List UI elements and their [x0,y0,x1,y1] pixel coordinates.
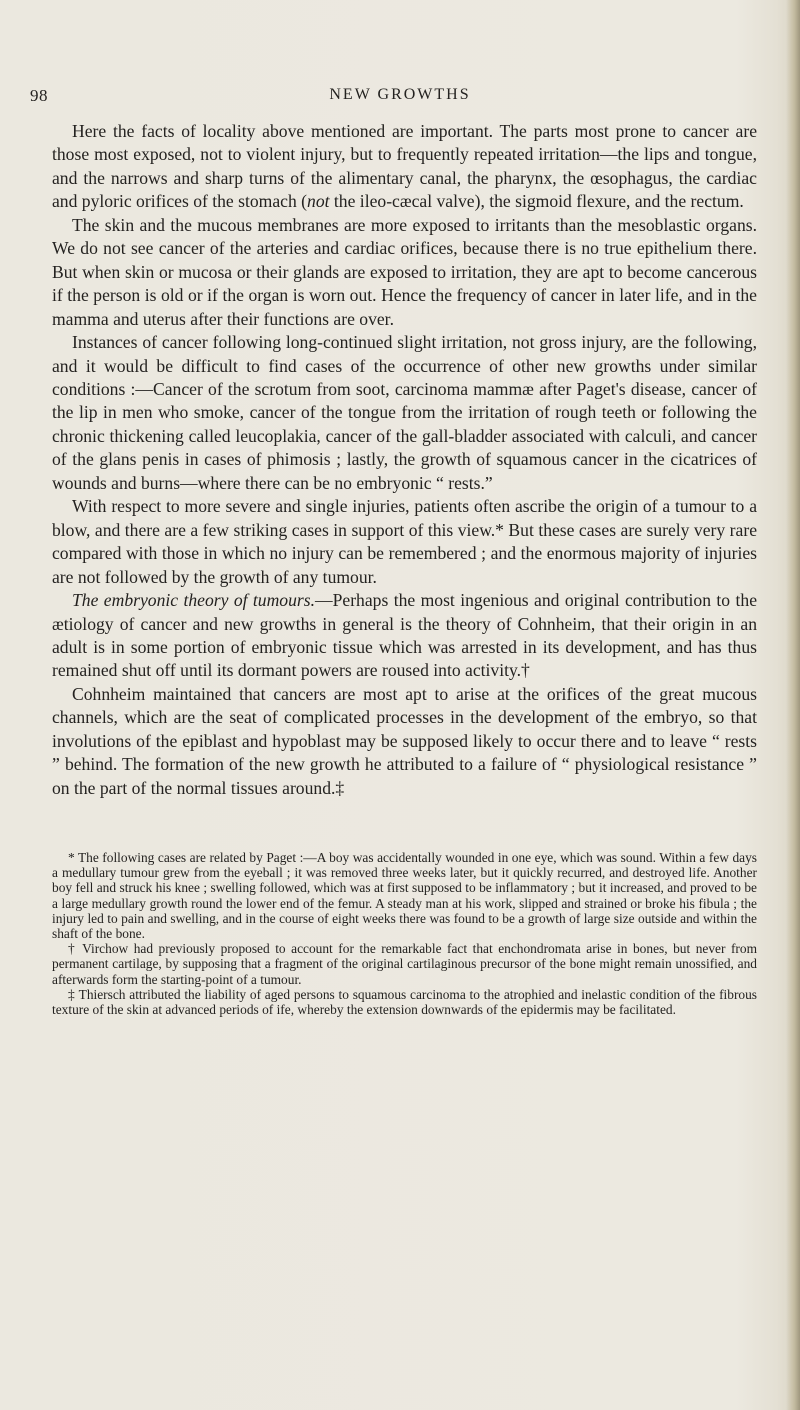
main-text [52,120,757,800]
paragraph-locality [52,120,757,214]
footnote-thiersch: ‡ Thiersch attributed the liability of aged persons to squamous carcinoma to the atrophied and inelastic condition of the fibrous texture of the skin at advanced periods of ife, whereby the extension downwards of the epidermis may be facilitated. [52,986,757,1018]
footnotes [52,850,757,1017]
footnote-paget-cases: * The following cases are related by Paget :—A boy was accidentally wounded in one eye, which was sound. Within a few days a medullary tumour grew from the eyeball ; it was removed three weeks later, but it quickly recurred, and destroyed life. Another boy fell and struck his knee ; swelling followed, which was at first supposed to be inflammatory ; but it increased, and proved to be a large medullary growth round the lower end of the femur. A steady man at his work, slipped and strained or broke his fibula ; the injury led to pain and swelling, and in the course of eight weeks there was found to be a growth of large size outside and within the shaft of the bone. [52,850,757,942]
page-edge-shadow [786,0,800,1410]
paragraph-cohnheim: Cohnheim maintained that cancers are most apt to arise at the orifices of the great mucous channels, which are the seat of complicated processes in the development of the embryo, so that involutions of the epiblast and hypoblast may be supposed likely to occur there and to leave “ rests ” behind. The formation of the new growth he attributed to a failure of “ physiological resistance ” on the part of the normal tissues around.‡ [52,683,757,798]
page-number: 98 [30,86,48,105]
section-heading-embryonic-theory: The embryonic theory of tumours. [72,590,315,611]
running-title: NEW GROWTHS [329,86,471,103]
paragraph-locality-text: Here the facts of locality above mentioned are important. The parts most prone to cancer are those most exposed, not to violent injury, but to frequently repeated irritation—the lips and tongue, and the narrows and sharp turns of the alimentary canal, the pharynx, the œsophagus, the cardiac and pyloric orifices of the stomach ( [52,121,757,212]
paragraph-embryonic-theory-text: —Perhaps the most ingenious and original contribution to the ætiology of cancer and new growths in general is the theory of Cohnheim, that their origin in an adult is in some portion of embryonic tissue which was arrested in its development, and has thus remained shut off until its dormant powers are roused into activity.† [52,590,757,681]
paragraph-skin-mucous: The skin and the mucous membranes are more exposed to irritants than the mesoblastic organs. We do not see cancer of the arteries and cardiac orifices, because there is no true epithelium there. But when skin or mucosa or their glands are exposed to irritation, they are apt to become cancerous if the person is old or if the organ is worn out. Hence the frequency of cancer in later life, and in the mamma and uterus after their functions are over. [52,214,757,329]
emphasis-not: not [307,191,330,212]
paragraph-irritation-instances: Instances of cancer following long-continued slight irritation, not gross injury, are the following, and it would be difficult to find cases of the occurrence of other new growths under similar conditions :—Cancer of the scrotum from soot, carcinoma mammæ after Paget's disease, cancer of the lip in men who smoke, cancer of the tongue from the irritation of rough teeth or following the chronic thickening called leucoplakia, cancer of the gall-bladder associated with calculi, and cancer of the glans penis in cases of phimosis ; lastly, the growth of squamous cancer in the cicatrices of wounds and burns—where there can be no embryonic “ rests.” [52,332,757,493]
footnote-virchow: † Virchow had previously proposed to account for the remarkable fact that enchondromata arise in bones, but never from permanent cartilage, by supposing that a fragment of the original cartilaginous precursor of the bone might remain unossified, and afterwards form the starting-point of a tumour. [52,941,757,987]
paragraph-injuries: With respect to more severe and single injuries, patients often ascribe the origin of a tumour to a blow, and there are a few striking cases in support of this view.* But these cases are surely very rare compared with those in which no injury can be remembered ; and the enormous majority of injuries are not followed by the growth of any tumour. [52,496,757,587]
paragraph-embryonic-theory [52,589,757,683]
paragraph-locality-end: the ileo-cæcal valve), the sigmoid flexure, and the rectum. [329,191,744,212]
